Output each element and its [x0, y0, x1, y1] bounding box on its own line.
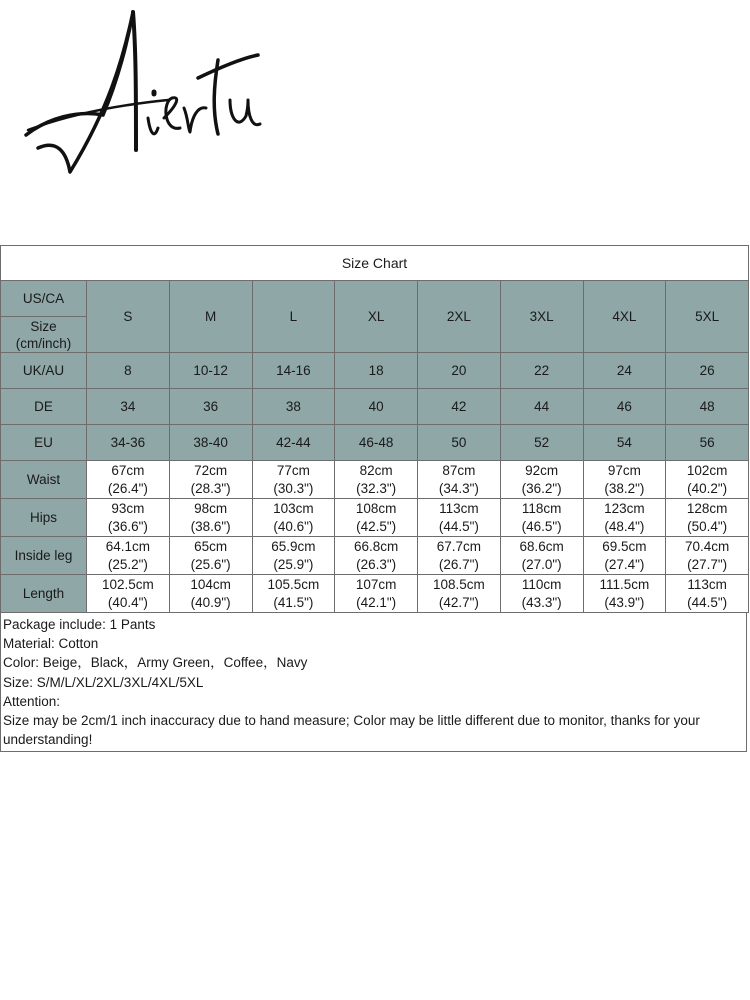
measurement-cell	[666, 499, 749, 537]
measurement-inch: (38.6")	[190, 518, 231, 534]
measurement-cm: 69.5cm	[602, 538, 647, 554]
measurement-cm: 97cm	[607, 462, 641, 478]
measurement-cm: 93cm	[111, 500, 145, 516]
measurement-row	[1, 461, 749, 499]
measurement-inch: (32.3")	[356, 480, 397, 496]
measurement-cm: 68.6cm	[519, 538, 564, 554]
measurement-cell	[335, 537, 418, 575]
measurement-cm: 82cm	[359, 462, 393, 478]
measurement-inch: (36.6")	[107, 518, 148, 534]
size-header-cell: 4XL	[583, 281, 666, 353]
measurement-cm: 107cm	[355, 576, 397, 592]
size-conversion-cell: 34	[87, 389, 170, 425]
measurement-inch: (40.9")	[190, 594, 231, 610]
measurement-cm: 98cm	[194, 500, 228, 516]
measurement-cell	[169, 575, 252, 613]
measurement-row	[1, 537, 749, 575]
measurement-cell	[169, 461, 252, 499]
measurement-cell	[583, 499, 666, 537]
measurement-inch: (26.7")	[438, 556, 479, 572]
measurement-cm: 70.4cm	[684, 538, 730, 554]
measurement-inch: (28.3")	[190, 480, 231, 496]
measurement-inch: (50.4")	[687, 518, 728, 534]
measurement-cell	[335, 461, 418, 499]
measurement-cm: 108.5cm	[432, 576, 485, 592]
size-conversion-cell: 50	[418, 425, 501, 461]
measurement-cell	[252, 461, 335, 499]
size-conversion-cell: 26	[666, 353, 749, 389]
note-disclaimer: Size may be 2cm/1 inch inaccuracy due to hand measure; Color may be little different due to monitor, thanks for your understanding!	[3, 713, 700, 748]
measurement-cm: 105.5cm	[267, 576, 320, 592]
size-conversion-cell: 42-44	[252, 425, 335, 461]
size-chart-title-row	[1, 246, 749, 281]
size-header-cell: L	[252, 281, 335, 353]
measurement-cm: 113cm	[439, 500, 479, 516]
header-label-us-ca: US/CA	[1, 281, 87, 317]
header-label-size-unit: Size (cm/inch)	[1, 317, 87, 353]
size-conversion-cell: 20	[418, 353, 501, 389]
measurement-cell	[418, 499, 501, 537]
measurement-cm: 103cm	[273, 500, 314, 516]
size-conversion-cell: 46	[583, 389, 666, 425]
measurement-inch: (25.9")	[273, 556, 314, 572]
measurement-inch: (27.0")	[521, 556, 562, 572]
measurement-cell	[335, 499, 418, 537]
measurement-cm: 104cm	[190, 576, 231, 592]
measurement-cell	[87, 461, 170, 499]
row-label: Waist	[1, 461, 87, 499]
measurement-cm: 67cm	[111, 462, 145, 478]
size-conversion-cell: 54	[583, 425, 666, 461]
measurement-inch: (42.1")	[356, 594, 397, 610]
measurement-cell	[583, 461, 666, 499]
measurement-inch: (40.4")	[107, 594, 148, 610]
measurement-cell	[583, 537, 666, 575]
size-header-cell: M	[169, 281, 252, 353]
row-label: DE	[1, 389, 87, 425]
measurement-inch: (26.3")	[356, 556, 397, 572]
measurement-cell	[500, 575, 583, 613]
size-conversion-cell: 34-36	[87, 425, 170, 461]
measurement-cm: 65cm	[194, 538, 228, 554]
measurement-cm: 118cm	[521, 500, 562, 516]
measurement-inch: (25.6")	[190, 556, 231, 572]
size-conversion-row	[1, 425, 749, 461]
measurement-cell	[666, 575, 749, 613]
measurement-cell	[418, 575, 501, 613]
note-package: Package include: 1 Pants	[3, 617, 156, 632]
measurement-cm: 92cm	[525, 462, 559, 478]
size-header-cell: 3XL	[500, 281, 583, 353]
brand-logo	[8, 0, 270, 185]
measurement-cell	[252, 575, 335, 613]
size-conversion-cell: 42	[418, 389, 501, 425]
measurement-cm: 77cm	[276, 462, 310, 478]
size-chart	[0, 245, 749, 752]
measurement-inch: (48.4")	[604, 518, 645, 534]
measurement-cell	[666, 461, 749, 499]
size-chart-table	[0, 245, 749, 613]
measurement-cell	[500, 537, 583, 575]
note-material: Material: Cotton	[3, 636, 99, 652]
measurement-cm: 65.9cm	[271, 538, 316, 554]
measurement-inch: (27.7")	[687, 556, 728, 572]
measurement-cm: 108cm	[355, 500, 397, 516]
measurement-cm: 111.5cm	[599, 576, 650, 592]
size-conversion-cell: 22	[500, 353, 583, 389]
measurement-cell	[666, 537, 749, 575]
row-label: Inside leg	[1, 537, 87, 575]
measurement-cm: 64.1cm	[105, 538, 151, 554]
size-conversion-cell: 46-48	[335, 425, 418, 461]
measurement-cm: 128cm	[686, 500, 728, 516]
size-conversion-cell: 48	[666, 389, 749, 425]
measurement-cm: 72cm	[194, 462, 228, 478]
size-conversion-cell: 38-40	[169, 425, 252, 461]
measurement-cell	[418, 537, 501, 575]
brand-logo-script	[8, 0, 270, 185]
measurement-cell	[418, 461, 501, 499]
row-label: EU	[1, 425, 87, 461]
size-conversion-row	[1, 353, 749, 389]
size-conversion-cell: 8	[87, 353, 170, 389]
measurement-inch: (27.4")	[604, 556, 645, 572]
measurement-cell	[87, 575, 170, 613]
measurement-inch: (36.2")	[521, 480, 562, 496]
size-conversion-cell: 24	[583, 353, 666, 389]
measurement-cm: 102cm	[686, 462, 728, 478]
header-row-top	[1, 281, 749, 317]
measurement-cell	[252, 537, 335, 575]
measurement-cm: 66.8cm	[353, 538, 399, 554]
measurement-cell	[583, 575, 666, 613]
note-color: Color: Beige，Black，Army Green，Coffee，Navy	[3, 655, 308, 671]
measurement-cm: 110cm	[521, 576, 562, 592]
size-conversion-cell: 38	[252, 389, 335, 425]
product-notes	[0, 613, 747, 752]
measurement-cm: 102.5cm	[101, 576, 154, 592]
size-conversion-cell: 14-16	[252, 353, 335, 389]
measurement-row	[1, 499, 749, 537]
measurement-cm: 113cm	[687, 576, 727, 592]
measurement-cell	[87, 537, 170, 575]
size-conversion-cell: 36	[169, 389, 252, 425]
measurement-inch: (26.4")	[107, 480, 148, 496]
row-label: Length	[1, 575, 87, 613]
measurement-inch: (42.7")	[438, 594, 479, 610]
measurement-inch: (43.9")	[604, 594, 645, 610]
size-header-cell: 2XL	[418, 281, 501, 353]
measurement-cm: 123cm	[604, 500, 645, 516]
note-size: Size: S/M/L/XL/2XL/3XL/4XL/5XL	[3, 674, 204, 690]
size-conversion-cell: 56	[666, 425, 749, 461]
measurement-row	[1, 575, 749, 613]
measurement-cm: 87cm	[442, 462, 476, 478]
measurement-inch: (38.2")	[604, 480, 645, 496]
note-attention: Attention:	[3, 693, 61, 709]
measurement-cell	[500, 499, 583, 537]
measurement-inch: (34.3")	[438, 480, 479, 496]
measurement-inch: (43.3")	[521, 594, 562, 610]
size-header-cell: S	[87, 281, 170, 353]
measurement-cell	[252, 499, 335, 537]
size-conversion-cell: 52	[500, 425, 583, 461]
measurement-cell	[500, 461, 583, 499]
measurement-inch: (41.5")	[273, 594, 314, 610]
measurement-cell	[335, 575, 418, 613]
size-chart-title: Size Chart	[1, 246, 749, 281]
size-conversion-cell: 40	[335, 389, 418, 425]
measurement-inch: (44.5")	[438, 518, 479, 534]
size-header-cell: XL	[335, 281, 418, 353]
measurement-cell	[169, 537, 252, 575]
measurement-inch: (40.2")	[687, 480, 728, 496]
measurement-cm: 67.7cm	[436, 538, 482, 554]
size-header-cell: 5XL	[666, 281, 749, 353]
row-label: Hips	[1, 499, 87, 537]
measurement-inch: (40.6")	[273, 518, 314, 534]
measurement-inch: (42.5")	[356, 518, 397, 534]
measurement-cell	[87, 499, 170, 537]
row-label: UK/AU	[1, 353, 87, 389]
size-conversion-row	[1, 389, 749, 425]
measurement-inch: (44.5")	[687, 594, 728, 610]
measurement-cell	[169, 499, 252, 537]
measurement-inch: (46.5")	[521, 518, 562, 534]
size-conversion-cell: 10-12	[169, 353, 252, 389]
size-conversion-cell: 18	[335, 353, 418, 389]
measurement-inch: (25.2")	[107, 556, 148, 572]
measurement-inch: (30.3")	[273, 480, 314, 496]
size-conversion-cell: 44	[500, 389, 583, 425]
